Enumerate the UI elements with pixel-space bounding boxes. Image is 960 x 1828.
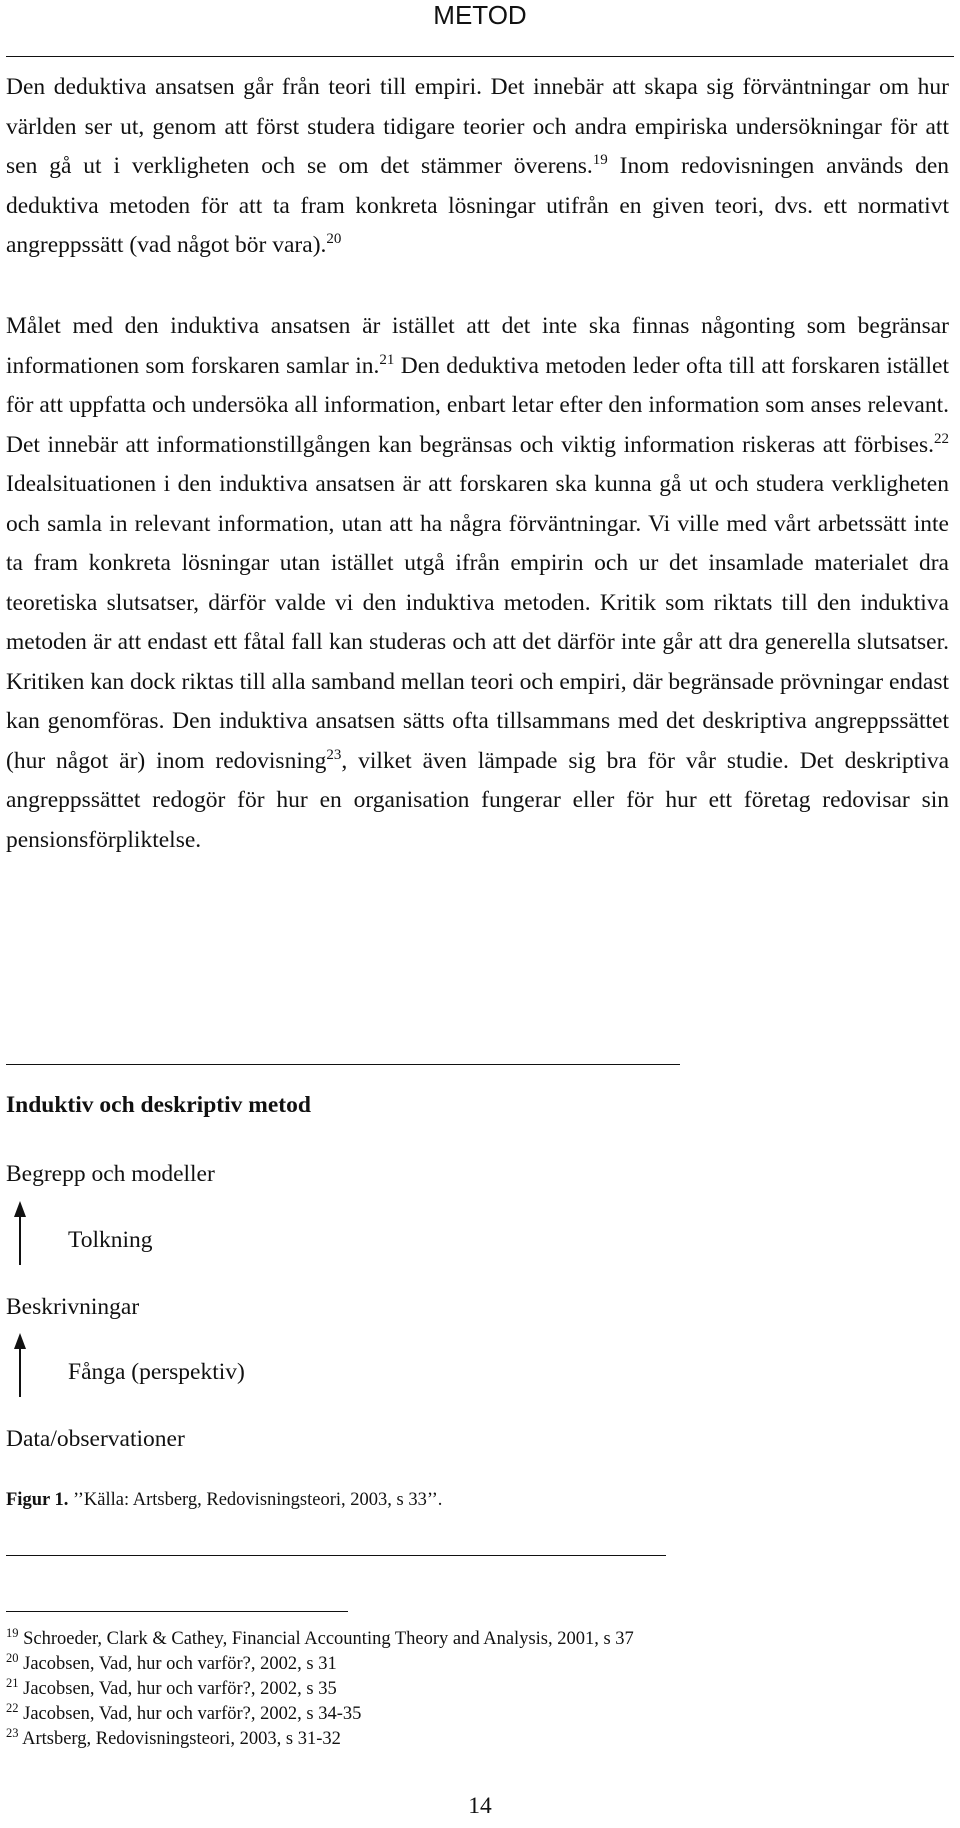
figure-caption-text: ’’Källa: Artsberg, Redovisningsteori, 2003, s 33’’. xyxy=(68,1490,443,1510)
paragraph-text: Den deduktiva metoden leder ofta till att forskaren istället för att uppfatta och undersöka all information, enbart letar efter den information som anses relevant. Det innebär att informationstillgången kan begränsas och viktig information riskeras att förbises. xyxy=(6,352,949,458)
page-number: 14 xyxy=(468,1793,492,1819)
figure-level-observations: Data/observationer xyxy=(6,1426,185,1452)
footnote-text: Artsberg, Redovisningsteori, 2003, s 31-32 xyxy=(18,1729,341,1749)
page-header-title: METOD xyxy=(433,0,527,30)
figure-title: Induktiv och deskriptiv metod xyxy=(6,1092,311,1118)
footnote xyxy=(6,1702,946,1727)
footnote xyxy=(6,1652,946,1677)
figure-step-capture: Fånga (perspektiv) xyxy=(68,1359,245,1385)
up-arrow-icon xyxy=(8,1201,32,1267)
footnote-separator xyxy=(6,1611,348,1612)
paragraph-text: , vilket även lämpade sig bra för vår studie. Det deskriptiva angreppssättet redogör för hur en organisation fungerar eller för hur ett företag redovisar sin pensionsförpliktelse. xyxy=(6,747,949,853)
paragraph-deductive xyxy=(6,68,949,266)
footnote-number: 23 xyxy=(6,1726,19,1740)
figure-level-concepts: Begrepp och modeller xyxy=(6,1161,215,1187)
footnote-text: Jacobsen, Vad, hur och varför?, 2002, s 31 xyxy=(18,1654,337,1674)
figure-level-descriptions: Beskrivningar xyxy=(6,1294,140,1320)
figure-step-interpretation: Tolkning xyxy=(68,1227,153,1253)
footnote-ref[interactable]: 19 xyxy=(592,152,608,168)
footnote xyxy=(6,1627,946,1652)
footnote-text: Jacobsen, Vad, hur och varför?, 2002, s 35 xyxy=(18,1679,337,1699)
paragraph-text: Målet med den induktiva ansatsen är istället att det inte ska finnas någonting som begränsar informationen som forskaren samlar in. xyxy=(6,313,949,379)
footnote-text: Jacobsen, Vad, hur och varför?, 2002, s 34-35 xyxy=(18,1704,362,1724)
paragraph-text: Inom redovisningen används den deduktiva metoden för att ta fram konkreta lösningar utifrån en given teori, dvs. ett normativt angreppssätt (vad något bör vara). xyxy=(6,153,949,258)
figure-caption-label: Figur 1. xyxy=(6,1490,69,1510)
footnote-number: 20 xyxy=(6,1651,19,1665)
footnote-number: 21 xyxy=(6,1676,19,1690)
footnote xyxy=(6,1727,946,1752)
footnote-ref[interactable]: 21 xyxy=(379,351,395,368)
figure-bottom-rule xyxy=(6,1555,666,1556)
footnote-number: 22 xyxy=(6,1701,19,1715)
figure-top-rule xyxy=(6,1064,680,1065)
footnote-ref[interactable]: 23 xyxy=(326,746,342,763)
footnotes xyxy=(6,1627,946,1752)
footnote-ref[interactable]: 22 xyxy=(934,430,949,447)
paragraph-inductive xyxy=(6,307,949,860)
figure-caption xyxy=(6,1488,442,1512)
paragraph-text: Den deduktiva ansatsen går från teori till empiri. Det innebär att skapa sig förväntningar om hur världen ser ut, genom att först studera tidigare teorier och andra empiriska undersökningar för att sen gå ut i verkligheten och se om det stämmer överens. xyxy=(6,74,949,179)
up-arrow-icon xyxy=(8,1333,32,1399)
footnote-text: Schroeder, Clark & Cathey, Financial Accounting Theory and Analysis, 2001, s 37 xyxy=(18,1629,634,1649)
paragraph-text: Idealsituationen i den induktiva ansatsen är att forskaren ska kunna gå ut och studera verkligheten och samla in relevant information, utan att ha några förväntningar. Vi ville med vårt arbetssätt inte ta fram konkreta lösningar utan istället utgå ifrån empirin och ur det insamlade materialet dra teoretiska slutsatser, därför valde vi den induktiva metoden. Kritik som riktats till den induktiva metoden är att endast ett fåtal fall kan studeras och att det därför inte går att dra generella slutsatser. Kritiken kan dock riktas till alla samband mellan teori och empiri, där begränsade prövningar endast kan genomföras. Den induktiva ansatsen sätts ofta tillsammans med det deskriptiva angreppssättet (hur något är) inom redovisning xyxy=(6,471,949,774)
footnote-number: 19 xyxy=(6,1626,19,1640)
footnote-ref[interactable]: 20 xyxy=(326,231,342,247)
header-rule xyxy=(6,56,954,57)
footnote xyxy=(6,1677,946,1702)
